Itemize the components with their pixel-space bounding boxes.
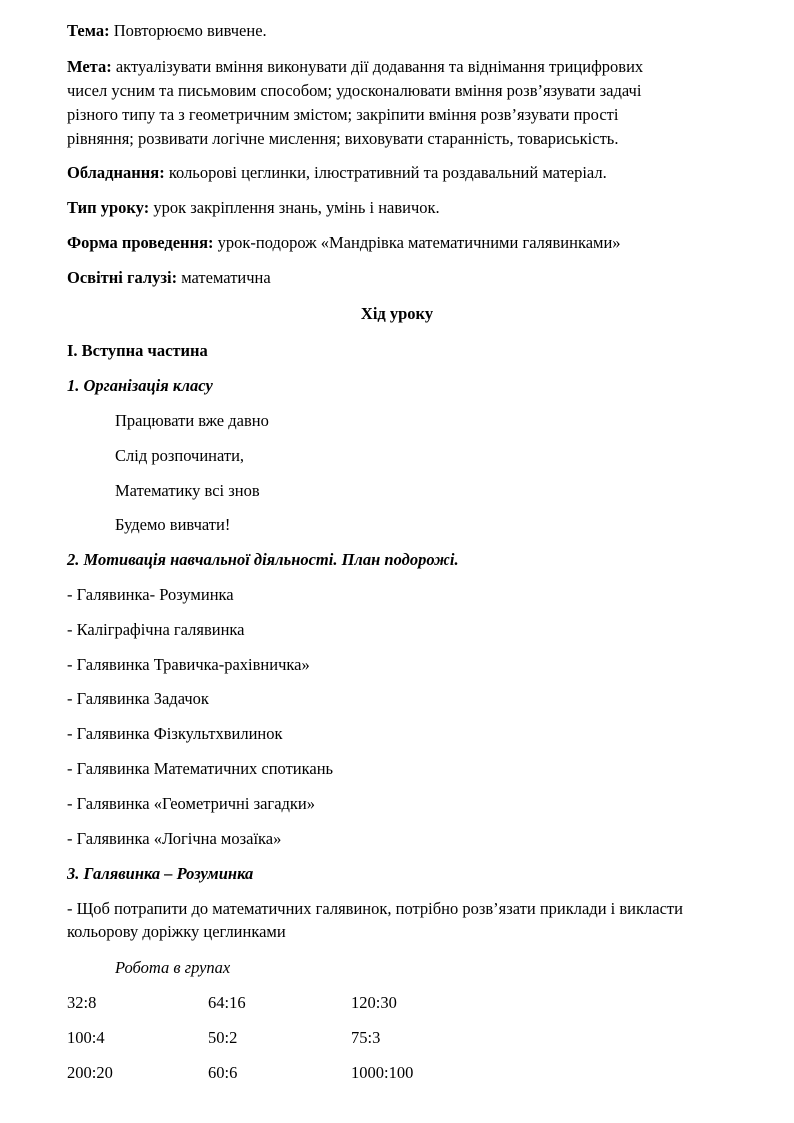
poem-line-4: Будемо вивчати! bbox=[115, 515, 231, 534]
fields-value: математична bbox=[181, 268, 271, 287]
plan-item: - Галявинка- Розуминка bbox=[67, 585, 234, 604]
form-label: Форма проведення: bbox=[67, 233, 214, 252]
plan-item: - Галявинка «Геометричні загадки» bbox=[67, 794, 316, 813]
poem-line-1: Працювати вже давно bbox=[115, 411, 269, 430]
equipment-value: кольорові цеглинки, ілюстративний та роздавальний матеріал. bbox=[168, 163, 607, 182]
example-cell: 1000:100 bbox=[351, 1063, 414, 1082]
goal-line-1 bbox=[67, 57, 643, 77]
poem-line-3: Математику всі знов bbox=[115, 481, 260, 500]
task-line-2: кольорову доріжку цеглинками bbox=[67, 922, 286, 941]
plan-item: - Галявинка Задачок bbox=[67, 689, 209, 708]
lesson-type-line bbox=[67, 198, 440, 218]
subsection-motivation: 2. Мотивація навчальної діяльності. План подорожі. bbox=[67, 550, 459, 569]
goal-line-4: рівняння; розвивати логічне мислення; виховувати старанність, товариськість. bbox=[67, 129, 619, 148]
fields-label: Освітні галузі: bbox=[67, 268, 178, 287]
example-cell: 120:30 bbox=[351, 993, 397, 1012]
subsection-rozumynka: 3. Галявинка – Розуминка bbox=[67, 864, 254, 883]
example-cell: 60:6 bbox=[208, 1063, 238, 1082]
example-cell: 75:3 bbox=[351, 1028, 381, 1047]
lesson-type-value: урок закріплення знань, умінь і навичок. bbox=[153, 198, 440, 217]
example-cell: 50:2 bbox=[208, 1028, 238, 1047]
example-cell: 100:4 bbox=[67, 1028, 105, 1047]
equipment-label: Обладнання: bbox=[67, 163, 165, 182]
plan-item: - Каліграфічна галявинка bbox=[67, 620, 245, 639]
plan-item: - Галявинка «Логічна мозаїка» bbox=[67, 829, 282, 848]
subsection-organization: 1. Організація класу bbox=[67, 376, 213, 395]
topic-line bbox=[67, 21, 267, 41]
lesson-type-label: Тип уроку: bbox=[67, 198, 150, 217]
goal-line-3: різного типу та з геометричним змістом; закріпити вміння розв’язувати прості bbox=[67, 105, 619, 124]
plan-item: - Галявинка Травичка-рахівничка» bbox=[67, 655, 310, 674]
topic-value: Повторюємо вивчене. bbox=[113, 21, 267, 40]
goal-label: Мета: bbox=[67, 57, 112, 76]
example-cell: 200:20 bbox=[67, 1063, 113, 1082]
example-cell: 64:16 bbox=[208, 993, 246, 1012]
plan-item: - Галявинка Математичних спотикань bbox=[67, 759, 334, 778]
fields-line bbox=[67, 268, 271, 288]
course-title: Хід уроку bbox=[360, 304, 434, 323]
task-line-1: - Щоб потрапити до математичних галявинок, потрібно розв’язати приклади і викласти bbox=[67, 899, 683, 918]
topic-label: Тема: bbox=[67, 21, 110, 40]
form-line bbox=[67, 233, 621, 253]
form-value: урок-подорож «Мандрівка математичними галявинками» bbox=[217, 233, 621, 252]
goal-line-2: чисел усним та письмовим способом; удосконалювати вміння розв’язувати задачі bbox=[67, 81, 642, 100]
goal-text-1: актуалізувати вміння виконувати дії додавання та віднімання трицифрових bbox=[115, 57, 644, 76]
section-title: І. Вступна частина bbox=[67, 341, 208, 360]
plan-item: - Галявинка Фізкультхвилинок bbox=[67, 724, 283, 743]
poem-line-2: Слід розпочинати, bbox=[115, 446, 245, 465]
example-cell: 32:8 bbox=[67, 993, 97, 1012]
group-work-label: Робота в групах bbox=[115, 958, 231, 977]
equipment-line bbox=[67, 163, 607, 183]
